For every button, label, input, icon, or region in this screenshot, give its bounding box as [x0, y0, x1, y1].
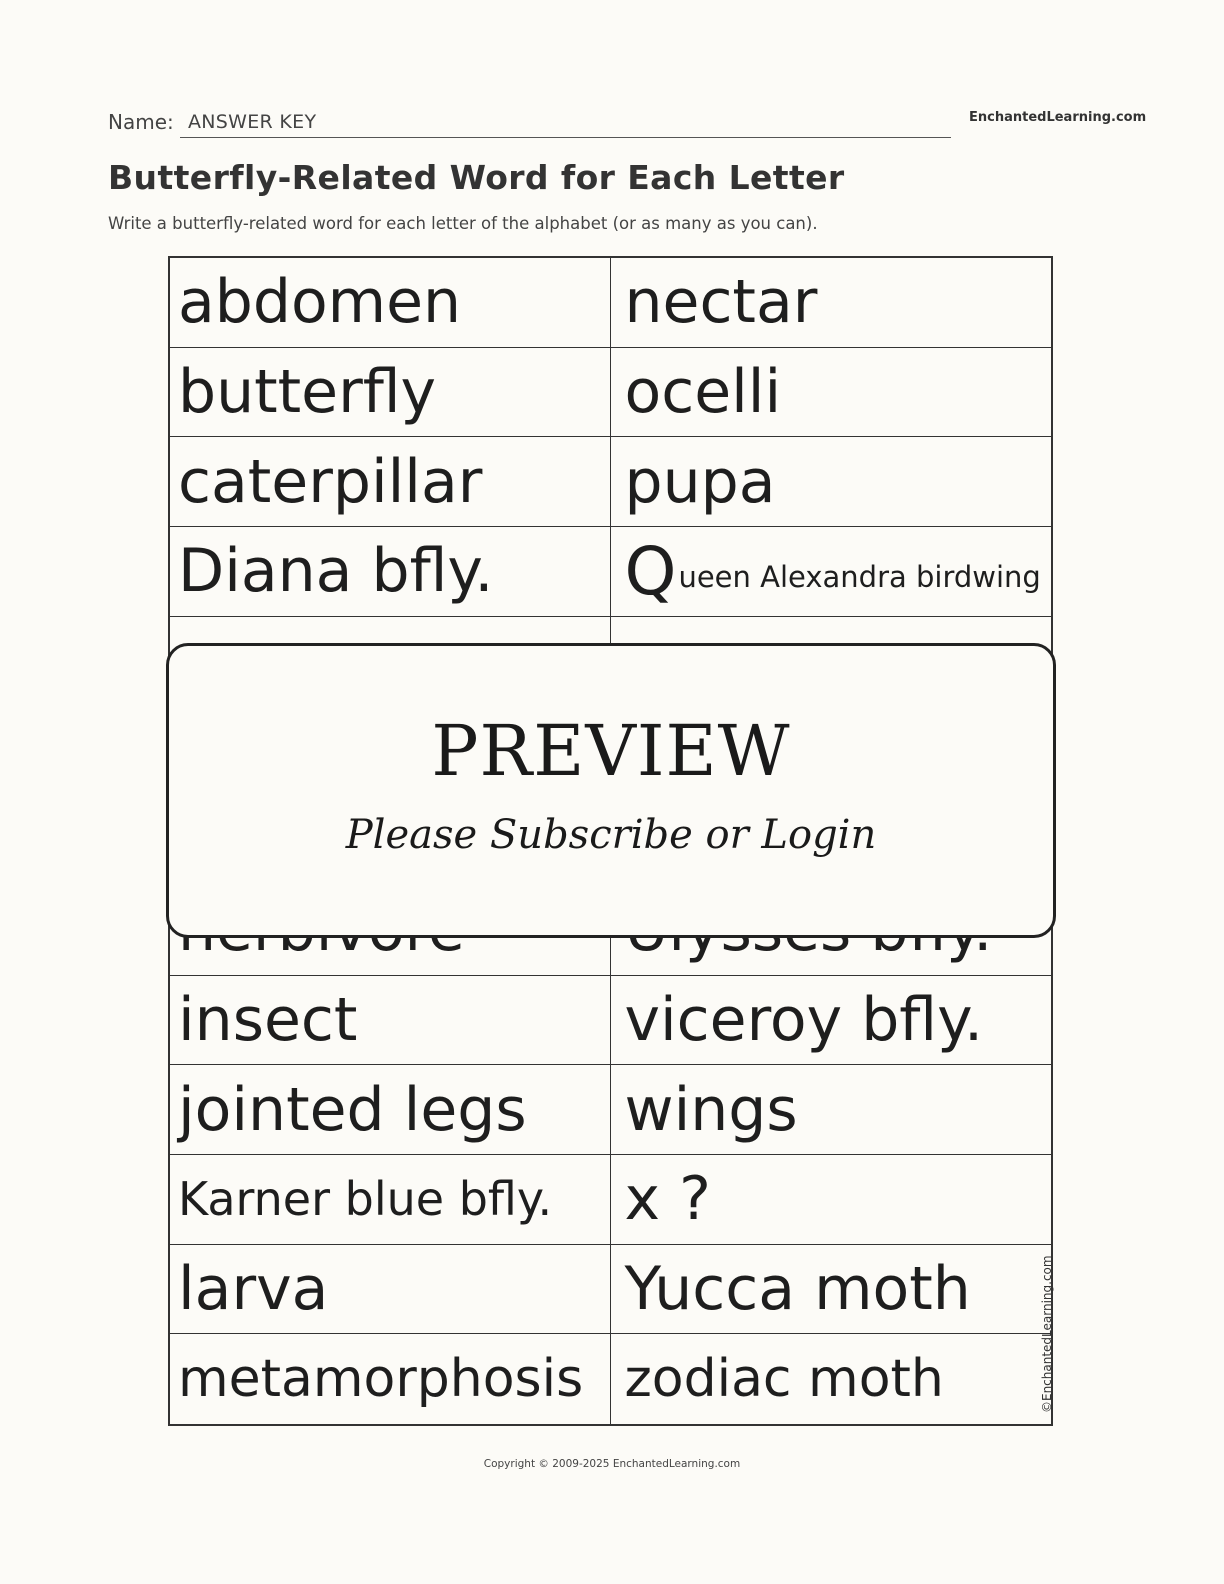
footer-copyright: Copyright © 2009-2025 EnchantedLearning.com — [483, 1458, 741, 1470]
instructions: Write a butterfly-related word for each letter of the alphabet (or as many as you can). — [108, 214, 818, 233]
name-field — [180, 110, 951, 138]
cell-initial: Q — [624, 532, 677, 610]
cell-rest: ueen Alexandra birdwing — [678, 560, 1041, 595]
table-cell: Yucca moth — [611, 1245, 1052, 1335]
table-cell: larva — [170, 1245, 611, 1335]
table-cell: Karner blue bfly. — [170, 1155, 611, 1245]
table-cell: ocelli — [611, 348, 1052, 438]
name-label: Name: — [108, 110, 174, 134]
table-cell — [611, 527, 1052, 617]
table-cell: abdomen — [170, 258, 611, 348]
preview-title: PREVIEW — [431, 710, 791, 792]
table-cell: insect — [170, 976, 611, 1066]
table-cell: zodiac moth — [624, 1349, 944, 1410]
table-cell: butterfly — [170, 348, 611, 438]
table-cell: viceroy bfly. — [611, 976, 1052, 1066]
table-cell: x ? — [611, 1155, 1052, 1245]
site-brand: EnchantedLearning.com — [969, 110, 1147, 125]
table-cell: metamorphosis — [170, 1334, 611, 1424]
table-cell: Diana bfly. — [170, 527, 611, 617]
subscribe-login-prompt[interactable]: Please Subscribe or Login — [345, 812, 877, 858]
table-cell: wings — [611, 1065, 1052, 1155]
table-cell: jointed legs — [170, 1065, 611, 1155]
name-row — [108, 110, 951, 140]
name-value: ANSWER KEY — [188, 111, 317, 133]
table-cell: caterpillar — [170, 437, 611, 527]
table-cell: nectar — [611, 258, 1052, 348]
preview-overlay[interactable] — [166, 643, 1056, 938]
vertical-copyright: ©EnchantedLearning.com — [1040, 1255, 1054, 1413]
table-cell: pupa — [611, 437, 1052, 527]
page-title: Butterfly-Related Word for Each Letter — [108, 158, 845, 197]
